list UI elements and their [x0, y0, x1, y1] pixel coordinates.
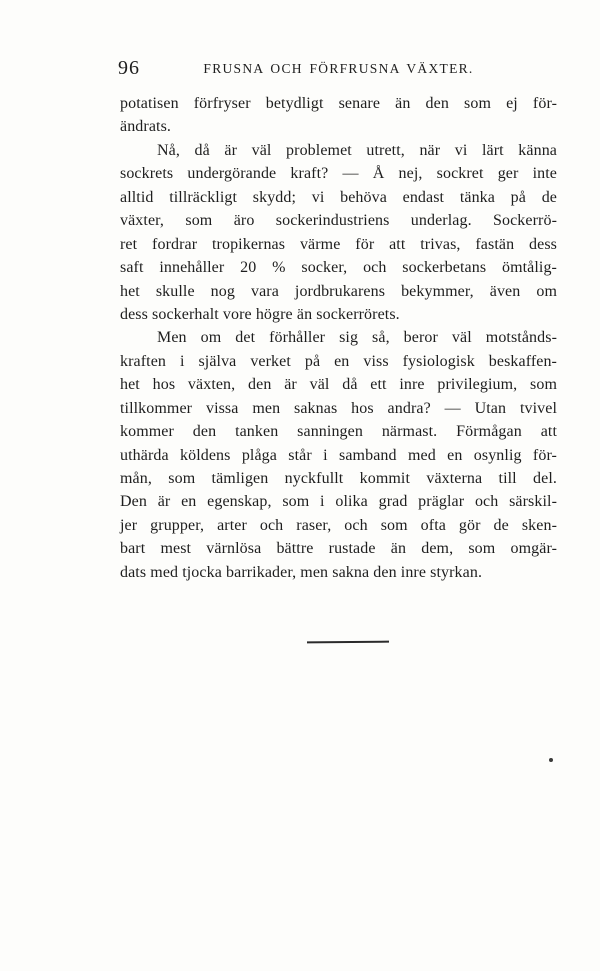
text-line: Den är en egenskap, som i olika grad präglar och särskil-: [120, 493, 557, 511]
text-line: bart mest värnlösa bättre rustade än dem, som omgär-: [120, 540, 557, 558]
text-line: alltid tillräckligt skydd; vi behöva endast tänka på de: [120, 188, 557, 206]
text-line: ändrats.: [120, 118, 172, 136]
text-line: saft innehåller 20 % socker, och sockerbetans ömtålig-: [120, 259, 557, 277]
running-title: FRUSNA OCH FÖRFRUSNA VÄXTER.: [203, 61, 474, 76]
text-line: mån, som tämligen nyckfullt kommit växterna till del.: [120, 470, 557, 487]
text-line: kommer den tanken sanningen närmast. Förmågan att: [120, 423, 557, 441]
text-line: jer grupper, arter och raser, och som ofta gör de sken-: [120, 516, 557, 534]
text-line: het skulle nog vara jordbrukarens bekymmer, även om: [120, 282, 557, 300]
text-line: tillkommer vissa men saknas hos andra? — Utan tvivel: [120, 399, 557, 417]
body-text: [120, 92, 557, 584]
section-divider: [307, 641, 389, 644]
text-line: dess sockerhalt vore högre än sockerrörets.: [120, 305, 400, 323]
text-line: potatisen förfryser betydligt senare än den som ej för-: [120, 95, 557, 112]
text-line: växter, som äro sockerindustriens underlag. Sockerrö-: [120, 212, 557, 230]
text-line: Men om det förhåller sig så, beror väl motstånds-: [157, 329, 557, 347]
page-header: [120, 57, 557, 81]
page-number: 96: [118, 57, 140, 79]
text-line: uthärda köldens plåga står i samband med en osynlig för-: [120, 446, 557, 464]
text-line: kraften i själva verket på en viss fysiologisk beskaffen-: [120, 352, 557, 370]
text-line: dats med tjocka barrikader, men sakna den inre styrkan.: [120, 563, 483, 581]
scan-speck: [549, 758, 553, 762]
text-line: sockrets undergörande kraft? — Å nej, sockret ger inte: [120, 165, 557, 183]
text-line: Nå, då är väl problemet utrett, när vi lärt känna: [157, 141, 557, 159]
text-line: ret fordrar tropikernas värme för att trivas, fastän dess: [120, 235, 557, 253]
text-line: het hos växten, den är väl då ett inre privilegium, som: [120, 376, 557, 394]
